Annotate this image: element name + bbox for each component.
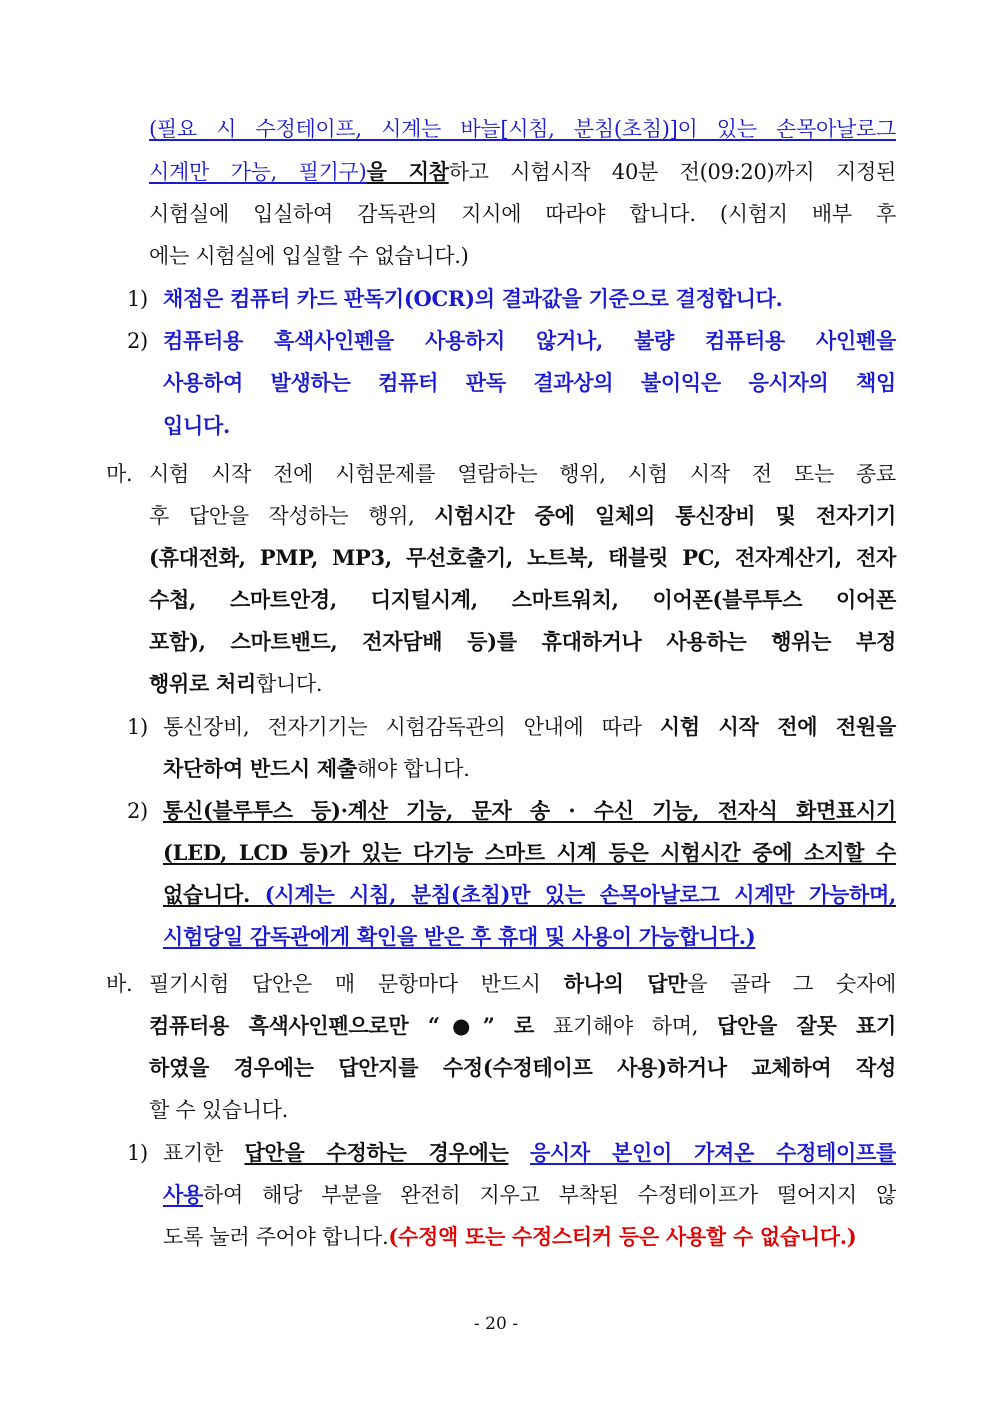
ba-item-1-line-1 [163, 1138, 896, 1168]
ba-label: 바. [106, 972, 133, 996]
ma-item-2-line-1: 통신(블루투스 등)·계산 기능, 문자 송 · 수신 기능, 전자식 화면표시기 [163, 798, 896, 823]
ba-item-1-line-3 [163, 1222, 856, 1252]
ma-item-2-line-4: 시험당일 감독관에게 확인을 받은 후 휴대 및 사용이 가능합니다.) [163, 924, 756, 949]
ba-line-4: 할 수 있습니다. [149, 1098, 289, 1122]
top-line-4: 에는 시험실에 입실할 수 없습니다.) [149, 244, 469, 268]
ma-line-1: 시험 시작 전에 시험문제를 열람하는 행위, 시험 시작 전 또는 종료 [149, 462, 896, 486]
la-item-1-text: 채점은 컴퓨터 카드 판독기(OCR)의 결과값을 기준으로 결정합니다. [163, 286, 783, 311]
ma-item-2-number: 2) [127, 799, 148, 823]
ba-item-1-line-3-red: (수정액 또는 수정스티커 등은 사용할 수 없습니다.) [388, 1224, 857, 1249]
ba-line-1 [149, 969, 896, 999]
ma-item-2-line-3 [163, 880, 896, 910]
ma-line-4: 수첩, 스마트안경, 디지털시계, 스마트워치, 이어폰(블루투스 이어폰 [149, 587, 896, 612]
ma-item-1-line-2 [163, 754, 470, 784]
ba-item-1-plain: 표기한 [163, 1141, 223, 1165]
page-number: - 20 - [474, 1314, 518, 1334]
ma-line-6 [149, 669, 322, 699]
ma-line-2 [149, 501, 896, 531]
ba-item-1-bold: 답안을 수정하는 경우에는 [244, 1140, 509, 1165]
la-item-2-line-2: 사용하여 발생하는 컴퓨터 판독 결과상의 불이익은 응시자의 책임 [163, 370, 896, 395]
ba-line-1-plain: 필기시험 답안은 매 문항마다 반드시 [149, 972, 541, 996]
ma-item-2-line-3-black: 없습니다. [163, 882, 250, 907]
top-line-2 [149, 157, 896, 187]
ba-item-1-line-3-plain: 도록 눌러 주어야 합니다. [163, 1225, 389, 1249]
ba-item-1-line-2-blue: 사용 [163, 1182, 203, 1207]
ma-item-1-plain: 통신장비, 전자기기는 시험감독관의 안내에 따라 [163, 715, 642, 739]
ma-line-5: 포함), 스마트밴드, 전자담배 등)를 휴대하거나 사용하는 행위는 부정 [149, 629, 896, 654]
ba-line-2-plain: 표기해야 하며, [552, 1014, 699, 1038]
ba-line-1-rest: 을 골라 그 숫자에 [687, 972, 896, 996]
top-line-2-bold: 을 지참 [366, 159, 449, 184]
top-line-3: 시험실에 입실하여 감독관의 지시에 따라야 합니다. (시험지 배부 후 [149, 202, 896, 226]
ma-item-1-line-2-bold: 차단하여 반드시 제출 [163, 756, 357, 781]
ma-item-2-line-2: (LED, LCD 등)가 있는 다기능 스마트 시계 등은 시험시간 중에 소지할 수 [163, 840, 896, 865]
ba-line-2-bold-2: 답안을 잘못 표기 [717, 1013, 896, 1038]
ba-item-1-number: 1) [127, 1141, 148, 1165]
ma-item-1-number: 1) [127, 715, 148, 739]
top-line-2-rest: 하고 시험시작 40분 전(09:20)까지 지정된 [448, 160, 896, 184]
ba-item-1-blue: 응시자 본인이 가져온 수정테이프를 [529, 1140, 896, 1165]
ma-line-2-plain: 후 답안을 작성하는 행위, [149, 504, 415, 528]
ma-label: 마. [106, 462, 133, 486]
ba-item-1-line-2 [163, 1180, 896, 1210]
ma-line-2-bold: 시험시간 중에 일체의 통신장비 및 전자기기 [434, 503, 896, 528]
ma-item-1-bold: 시험 시작 전에 전원을 [659, 714, 896, 739]
ma-line-6-rest: 합니다. [255, 672, 323, 696]
la-item-2-number: 2) [127, 329, 148, 353]
ma-item-1-line-1 [163, 712, 896, 742]
la-item-2-line-3: 입니다. [163, 413, 230, 438]
ba-line-3: 하였을 경우에는 답안지를 수정(수정테이프 사용)하거나 교체하여 작성 [149, 1055, 896, 1080]
ba-item-1-line-2-rest: 하여 해당 부분을 완전히 지우고 부착된 수정테이프가 떨어지지 않 [202, 1183, 896, 1207]
ma-item-1-line-2-rest: 해야 합니다. [356, 757, 470, 781]
ma-line-3: (휴대전화, PMP, MP3, 무선호출기, 노트북, 태블릿 PC, 전자계산기, 전자 [149, 545, 896, 570]
top-line-2-blue: 시계만 가능, 필기구) [149, 160, 367, 184]
ba-line-2 [149, 1011, 896, 1041]
ba-line-1-bold: 하나의 답만 [563, 971, 688, 996]
top-line-1: (필요 시 수정테이프, 시계는 바늘[시침, 분침(초침)]이 있는 손목아날로그 [149, 117, 896, 141]
la-item-2-line-1: 컴퓨터용 흑색사인펜을 사용하지 않거나, 불량 컴퓨터용 사인펜을 [163, 328, 896, 353]
la-item-1-number: 1) [127, 287, 148, 311]
ba-line-2-bold-1: 컴퓨터용 흑색사인펜으로만 “●” 로 [149, 1013, 535, 1038]
ma-item-2-line-3-blue: (시계는 시침, 분침(초침)만 있는 손목아날로그 시계만 가능하며, [264, 882, 896, 907]
ma-line-6-bold: 행위로 처리 [149, 671, 256, 696]
